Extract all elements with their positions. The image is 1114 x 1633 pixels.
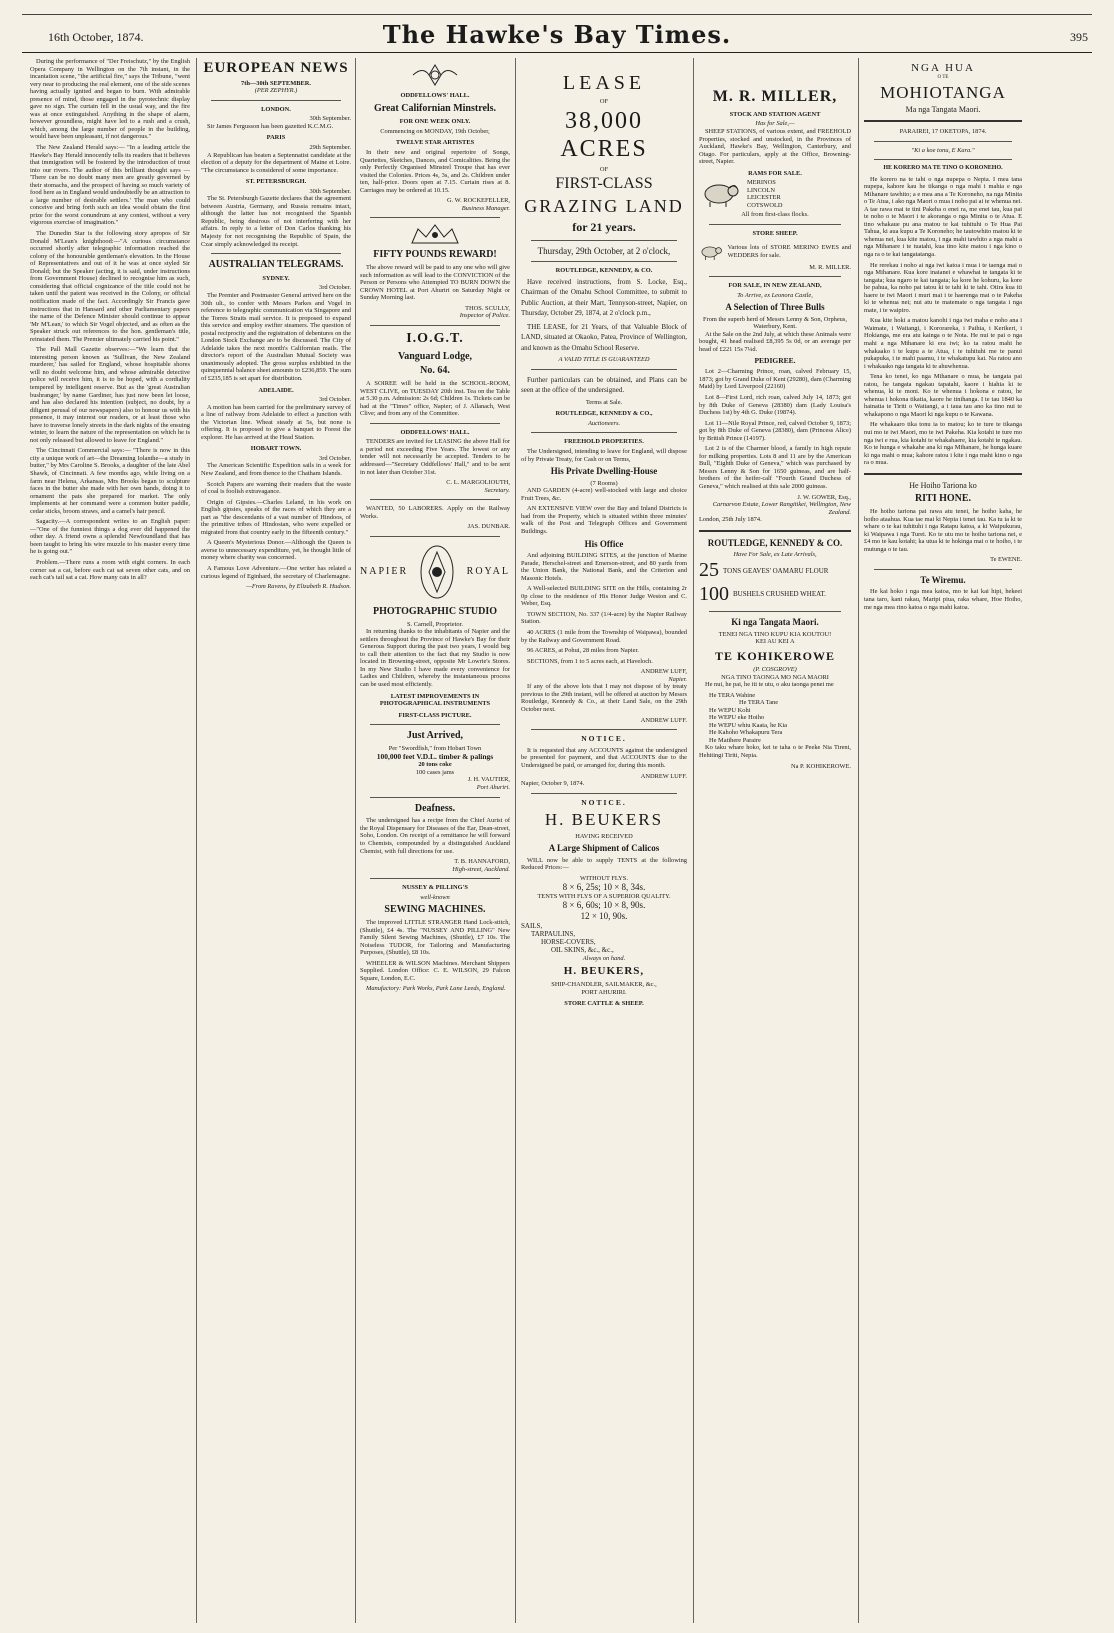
ad-body: It is requested that any ACCOUNTS against the undersigned be presented for payment, and that ACCOUNTS due to the Undersigned be paid, or arranged for, during this month. — [521, 746, 687, 769]
flour-quantity: 25 — [699, 558, 719, 581]
article-paragraph: Sir James Fergusson has been gazetted K.C.M.G. — [207, 122, 334, 130]
ad-line: A VALID TITLE IS GUARANTEED — [558, 356, 650, 364]
divider — [709, 276, 841, 277]
divider — [531, 369, 677, 370]
ad-title: FIRST-CLASS — [555, 175, 653, 193]
studio-word-right: ROYAL — [466, 565, 510, 577]
article-paragraph: Problem.—There runs a room with eight corners. In each corner sat a cat, before each cat sat seven other cats, and on each cat's tail sat a cat. How many cats in all? — [30, 559, 190, 582]
ad-body: Have received instructions, from S. Locke, Esq., Chairman of the Omahu School Committee, to submit to Public Auction, at their Mart, Tennyson-street, Napier, on Thursday, October 29, 1874, at 2 o'clock p.m., — [521, 277, 687, 318]
ad-dateline: Napier, October 9, 1874. — [521, 780, 585, 788]
ad-line: NGA TINO TAONGA MO NGA MAORI — [721, 673, 829, 681]
divider — [699, 530, 851, 532]
ad-body: WILL now be able to supply TENTS at the following Reduced Prices:— — [521, 856, 687, 872]
ad-line: TARPAULINS, — [531, 929, 576, 938]
ad-body: Various lots of STORE MERINO EWES and WEDDERS for sale. — [727, 243, 851, 259]
section-subheading: (PER ZEPHYR.) — [254, 87, 298, 95]
divider — [370, 423, 500, 424]
ad-subtitle: RAMS FOR SALE. — [748, 169, 802, 177]
studio-word-left: NAPIER — [360, 565, 409, 577]
ad-subtitle: His Office — [584, 538, 624, 549]
ad-line: HORSE-COVERS, — [541, 938, 596, 947]
ad-title: I.O.G.T. — [406, 330, 464, 346]
ad-body: The undersigned has a recipe from the Chief Aurist of the Royal Dispensary for Diseases of the Ear, Dean-street, Soho, London. On receipt of a remittance he will forward to Chemists, compounded by a distinguished Auckland Chemist, with full directions for use. — [360, 817, 510, 855]
royal-crest-icon — [408, 223, 462, 245]
ad-subtitle: No. 64. — [420, 365, 450, 377]
ad-title: RITI HONE. — [914, 493, 972, 505]
divider — [370, 878, 500, 879]
ram-breed-list — [747, 179, 783, 209]
ad-subtitle: FOR SALE, IN NEW ZEALAND, — [728, 282, 822, 290]
ad-signature-place: High-street, Auckland. — [452, 865, 510, 873]
ad-signature-place: Port Ahuriri. — [476, 784, 510, 792]
ad-signature: J. H. VAUTIER, — [467, 776, 510, 784]
divider — [531, 261, 677, 262]
ad-subtitle: for 21 years. — [572, 220, 636, 235]
column-maori-news — [864, 58, 1022, 1623]
article-paragraph: The Premier and Postmaster General arrived here on the 30th ult., to confer with Messrs Parkes and Vogel in reference to telegraphic communication via Singapore and the Torres Straits mail service. It is proposed to expand this service and employ swifter steamers. The question of postal reciprocity and the registration of debentures on the London Stock Exchange are to be discussed. The City of Adelaide takes the next month's Californian mails. The director's report of the Australian Mutual Society was unanimously adopted. The gross surplus exhibited in the quinquennial balance sheet amounts to £236,859. The sum of £235,185 is set apart for distribution. — [201, 291, 351, 382]
page-number: 395 — [1070, 30, 1088, 44]
store-sheep-block — [699, 240, 851, 264]
column-ads-3 — [699, 58, 851, 1623]
ad-title: Just Arrived, — [406, 730, 464, 742]
ad-body: WANTED, 50 LABORERS. Apply on the Railway Works. — [360, 505, 510, 520]
ad-line: All from first-class flocks. — [741, 211, 809, 219]
ad-title: H. BEUKERS — [544, 810, 664, 830]
dateline-place: HOBART TOWN. — [250, 445, 302, 453]
divider — [370, 325, 500, 326]
sheep-icon — [699, 240, 724, 264]
divider — [709, 611, 841, 612]
ad-title: Ki nga Tangata Maori. — [731, 617, 819, 628]
issue-date: 16th October, 1874. — [48, 30, 144, 44]
ad-subtitle: FREEHOLD PROPERTIES. — [564, 438, 644, 446]
wheat-quantity: 100 — [699, 582, 729, 605]
ad-line: Terms at Sale. — [585, 398, 623, 406]
ad-line: OF — [599, 165, 609, 173]
ad-subtitle: S. Carnell, Proprietor. — [407, 620, 463, 628]
flour-line — [699, 559, 851, 583]
section-heading: AUSTRALIAN TELEGRAMS. — [208, 259, 344, 271]
ad-line: SAILS, — [521, 921, 543, 930]
dateline-place: PARIS — [266, 134, 286, 142]
dateline-place: ST. PETERSBURGH. — [245, 178, 307, 186]
dateline-date: 30th September. — [309, 115, 351, 123]
article-paragraph: Scotch Papers are warning their readers that the waste of coal is foolish extravagance. — [201, 480, 351, 496]
ad-line: OF — [599, 97, 609, 105]
article-paragraph: Tena ko tenei, ko nga Mihanare o mua, he tangata pai ratou, he tangata ngakau tapatahi, kaore i hiahia ki te whenua, ki te moni. Ko te whenua i hokona e ratou, he whenua i hokona tikatia, kaore he tinihanga. I te tau 1840 ka hainatia te Tiriti o Waitangi, a i taua tau ano ka tino nui te whakapono o nga Maori ki nga kupu o te Kawana. — [864, 373, 1022, 418]
divider — [531, 793, 677, 794]
ad-signature: G. W. ROCKEFELLER, — [446, 197, 510, 205]
ad-body: 96 ACRES, at Pohui, 28 miles from Napier. — [527, 647, 639, 655]
ad-body: SECTIONS, from 1 to 5 acres each, at Haveloch. — [527, 657, 653, 665]
ram-breed: MERINOS — [747, 179, 776, 187]
ad-subtitle: FOR ONE WEEK ONLY. — [399, 118, 471, 126]
article-paragraph: A motion has been carried for the preliminary survey of a line of railway from Adelaide to effect a junction with the Victorian line. Wheat steady at 5s, but none is offering. It is proposed to give a banquet to Forest the explorer. He has arrived at the Head Station. — [201, 403, 351, 441]
ad-title: A Selection of Three Bulls — [725, 302, 825, 313]
ad-body: A Well-selected BUILDING SITE on the Hills, containing 2r 0p close to the residence of His Honor Judge Weston and C. Weber, Esq. — [521, 585, 687, 608]
ad-title: Te Wiremu. — [920, 574, 966, 585]
divider — [531, 432, 677, 433]
section-heading: NGA HUA — [911, 62, 975, 74]
ad-body: The above reward will be paid to any one who will give such information as will lead to the CONVICTION of the Person or Persons who Attempted TO BURN DOWN the CROWN HOTEL at Port Ahuriri on Saturday Night or Sunday Morning last. — [360, 264, 510, 302]
divider — [874, 159, 1012, 160]
column-ads-1 — [360, 58, 510, 1623]
ad-subtitle: His Private Dwelling-House — [550, 466, 658, 477]
article-paragraph: The New Zealand Herald says:— "In a leading article the Hawke's Bay Herald innocently tells its readers that it believes that immigration will be fostered by the introduction of trout into our rivers. The author of this brilliant thought says — 'There can be no doubt many men are greatly governed by their stomachs, and the prospect of having so much variety of food here as in England would undoubtedly be an attraction to a large number of desirable settlers.' The man who could conceive and bring forth such an idea would obtain the first prize for the worst conundrum at any contest, without a very vigorous exercise of imagination." — [30, 144, 190, 227]
ad-line: 8 × 6, 25s; 10 × 8, 34s. — [562, 882, 646, 893]
ad-signature: T. B. HANNAFORD, — [454, 858, 510, 866]
ad-body: WHEELER & WILSON Machines. Merchant Shippers Supplied. London Office: C. E. WILSON, 29 Falcon Square, London, E.C. — [360, 959, 510, 982]
ad-body: He hoiho tariona pai rawa atu tenei, he hoiho kaha, he hoiho ataahua. Kua tae mai ki Nepia i tenei tau. Ka tu ia ki te whare o te kai tuhituhi i nga Ratapu katoa, a ki Waipukurau, ki Waipawa i nga Turei. Ko te utu mo te hoiho tariona nei, e £4 mo te kau kotahi; ka utua ki te hokinga mai o te hoiho, i te mutunga o te tau. — [864, 507, 1022, 553]
section-motto: "Ki a koe tonu, E Kara." — [911, 146, 975, 154]
ad-subtitle: A Large Shipment of Calicos — [548, 843, 660, 854]
ad-signature: THOS. SCULLY, — [465, 304, 510, 312]
ad-title: Great Californian Minstrels. — [373, 102, 497, 114]
divider — [370, 499, 500, 500]
ad-line: Per "Swordfish," from Hobart Town — [388, 745, 482, 752]
ad-body: If any of the above lots that I may not dispose of by treaty previous to the 29th instant, will be offered at auction by Messrs Routledge, Kennedy & Co., at their Land Sale, on the 29th October next. — [521, 683, 687, 713]
ad-title: PHOTOGRAPHIC STUDIO — [373, 605, 497, 617]
ad-subtitle: PEDIGREE. — [754, 355, 796, 365]
divider — [531, 240, 677, 241]
ad-subtitle: He Hoiho Tariona ko — [909, 480, 977, 490]
studio-crest-icon — [417, 542, 457, 602]
list-item: He Matihere Paraire — [709, 736, 761, 744]
ad-line: SHIP-CHANDLER, SAILMAKER, &c., — [551, 981, 657, 989]
dateline-place: SYDNEY. — [262, 274, 290, 282]
ad-signature-place: Napier. — [668, 675, 687, 683]
ad-subtitle: LATEST IMPROVEMENTS IN PHOTOGRAPHICAL INSTRUMENTS — [379, 692, 491, 708]
ad-subtitle: STORE SHEEP. — [752, 229, 798, 237]
ad-signature: J. W. GOWER, Esq., — [797, 493, 851, 501]
article-paragraph: The St. Petersburgh Gazette declares that the agreement between Austria, Germany, and Russia remains intact, although the latter has not recognised the Spanish Republic, being desirous of not interfering with her affairs. In reply to a letter of Don Carlos thanking his Majesty for not recognising the Republic of Spain, the Czar simply acknowledged its receipt. — [201, 195, 351, 248]
divider — [370, 797, 500, 798]
ad-line: Have For Sale, ex Late Arrivals, — [733, 551, 817, 559]
article-paragraph: Sagacity.—A correspondent writes to an English paper:—"One of the funniest things a dog ever did happened the other day. A friend owns a splendid Newfoundland that has been taught to bring his wire muzzle to his master every time he is going out." — [30, 518, 190, 556]
ad-signature: JAS. DUNBAR. — [467, 523, 510, 531]
ad-title: STORE CATTLE & SHEEP. — [564, 1000, 644, 1008]
article-paragraph: Origin of Gipsies.—Charles Leland, in his work on English gipsies, speaks of the races of which they are a part as "the descendants of a vast number of Hindoos, of the primitive tribes of Hindostan, who were expelled or migrated from that country early in the fifteenth century." — [201, 498, 351, 536]
ad-body: And adjoining BUILDING SITES, at the junction of Marine Parade, Herschel-street and Emerson-street, and 80 yards from the Union Bank, the National Bank, and the Criterion and Masonic Hotels. — [521, 552, 687, 582]
ad-signature: ANDREW LUFF, — [640, 668, 687, 676]
ram-breed: LINCOLN — [747, 186, 776, 194]
ad-signature: Te EWENE. — [990, 556, 1022, 564]
divider — [211, 253, 341, 254]
column-news-1 — [30, 58, 190, 1623]
article-credit: —From Ravens, by Elizabeth R. Hudson. — [246, 583, 351, 591]
ad-signature-role: Secretary. — [484, 486, 510, 494]
ad-line: TENTS WITH FLYS OF A SUPERIOR QUALITY. — [537, 892, 671, 900]
ad-signature: ANDREW LUFF. — [640, 772, 687, 780]
ad-venue: ODDFELLOWS' HALL. — [400, 92, 470, 99]
ram-breed: COTSWOLD — [747, 201, 783, 209]
dateline-date: 3rd October. — [319, 454, 351, 462]
dateline-date: 30th September. — [309, 187, 351, 195]
section-title: MOHIOTANGA — [880, 82, 1006, 102]
article-paragraph: The Dunedin Star is the following story apropos of Sir Donald M'Lean's knighthood:—"A curious circumstance occurred shortly after telegraphic information reached the colony of the honourable gentleman's elevation. In the House of Representatives and out of it he was at once styled Sir Donald; but the Speaker (acting, it is said, under instructions from Government House) declined to recognise him as such, considering that official cognizance of the title could not be taken until the patent was received in the Colony, or official notification made of the fact. Accordingly Sir Francis gave instructions that in Hansard and other Parliamentary papers the name of the Defence Minister should continue to appear 'Mr M'Lean,' to which Sir Vogel objected, and as often as the Speaker struck out references to the hon. gentleman's title, reinstated them. The Premier ultimately carried his point." — [30, 230, 190, 343]
ad-line: Commencing on MONDAY, 19th October, — [380, 127, 490, 135]
ad-subtitle: TWELVE STAR ARTISTES — [395, 139, 475, 147]
ad-signature: H. BEUKERS, — [563, 965, 645, 978]
ad-title: FIFTY POUNDS REWARD! — [373, 249, 497, 261]
ad-body: He nui, he pai, he iti te utu, o aku taonga penei me — [705, 681, 834, 689]
article-paragraph: He whakaaro tika tonu ia to matou; ko te ture te tikanga nui mo te iwi Maori, mo te iwi Pakeha. Kia kotahi te ture mo nga iwi e rua, kia kotahi te whakahaere, kia kotahi te ngakau. Ko te hunga e whakahe ana ki nga Mihanare, he hunga kuare ki nga mahi o mua; kahore ratou i kite i nga mahi kino o nga ra o mua. — [864, 421, 1022, 467]
ad-line: 20 tons coke — [418, 761, 452, 769]
ad-firm: ROUTLEDGE, KENNEDY, & CO. — [555, 267, 653, 275]
ad-line: (7 Rooms) — [590, 479, 618, 487]
ad-line: 100 cases jams — [415, 768, 455, 776]
wheat-description: BUSHELS CRUSHED WHEAT. — [733, 590, 826, 599]
ad-body: SHEEP STATIONS, of various extent, and FREEHOLD Properties, stocked and unstocked, in the Provinces of Auckland, Hawke's Bay, Wellington, Canterbury, and Otago. For particulars, apply at the Office, Browning-street, Napier. — [699, 127, 851, 166]
ad-body: Lot 2—Charming Prince, roan, calved February 15, 1873; got by Grand Duke of Kent (29280), dam (Charming Maid) by Lord Liverpool (22160) — [699, 368, 851, 391]
ad-body: Lot 8—First Lord, rich roan, calved July 14, 1873; got by 8th Duke of Geneva (28380) dam (Lady Louisa's Duchess 1st) by 4th G. Duke (19874). — [699, 394, 851, 417]
ad-signature-role: Inspector of Police. — [459, 312, 510, 320]
list-item: He WEPU Kohi — [709, 706, 751, 714]
ad-body: TOWN SECTION, No. 337 (1/4-acre) by the Napier Railway Station. — [521, 610, 687, 626]
oddfellows-emblem-icon — [405, 62, 465, 88]
divider — [370, 536, 500, 537]
ad-body: Manufactory: Park Works, Park Lane Leeds, England. — [366, 985, 506, 993]
section-heading: EUROPEAN NEWS — [203, 60, 349, 76]
ad-line: Thursday, 29th October, at 2 o'clock, — [537, 245, 671, 256]
ad-line: TENEI NGA TINO KUPU KIA KOUTOU! — [718, 630, 832, 638]
ad-signature-place: Carnarvon Estate, Lower Rangitikei, Wellington, New Zealand. — [712, 501, 851, 516]
article-paragraph: The Pall Mall Gazette observes:—"We learn that the interesting person known as 'Sullivan, the New Zealand murderer,' has sailed for England, whose hospitable shores will no doubt welcome him, and whose admirable detective police will receive him, it is to be hoped, with a cordiality tempered by intelligent reserve. But as the 'great Australian bushranger,' by name Gardiner, has just now been let loose, and has also declared his intention (subject, no doubt, by a diligent perusal of our newspapers) also to honour us with his presence, it may interest our readers, or at least those who have to traverse lonely streets in the dark nights of the ensuing winter, to learn the nature of the representation on which he is not only released but allowed to leave for England." — [30, 346, 190, 444]
divider — [864, 120, 1022, 122]
ad-line: To Arrive, ex Leonora Castle, — [737, 291, 813, 299]
divider — [874, 569, 1012, 570]
divider — [531, 729, 677, 730]
ad-line: 12 × 10, 90s. — [580, 911, 628, 922]
ad-firm: ROUTLEDGE, KENNEDY & CO., — [555, 410, 653, 418]
dateline-place: LONDON. — [261, 105, 291, 113]
ad-body: The improved LITTLE STRANGER Hand Lock-stitch, (Shuttle), £4 4s. The "NUSSEY AND PILLING" New Family Silent Sewing Machines, (Shuttle), £7 10s. The Noiseless TUDOR, for Tailoring and Manufacturing Purposes, (Shuttle), £8 10s. — [360, 919, 510, 957]
column-rule — [355, 58, 356, 1623]
ad-signature-role: Business Manager. — [461, 204, 510, 212]
ad-subtitle: STOCK AND STATION AGENT — [729, 110, 821, 118]
column-rule — [693, 58, 694, 1623]
ad-title: GRAZING LAND — [524, 196, 684, 217]
ad-line: PORT AHURIRI. — [581, 988, 627, 996]
column-ads-2 — [521, 58, 687, 1623]
ad-body: Further particulars can be obtained, and Plans can be seen at the office of the undersigned. — [521, 375, 687, 395]
ad-line: Auctioneers. — [587, 419, 621, 427]
ad-body: THE LEASE, for 21 Years, of that Valuable Block of LAND, situated at Okaoko, Patea, Province of Wellington, and known as the Omahu School Reserve. — [521, 322, 687, 352]
ad-line: Has for Sale,— — [755, 120, 795, 128]
newspaper-title: The Hawke's Bay Times. — [382, 20, 732, 49]
ad-body: AND GARDEN (4-acre) well-stocked with large and choice Fruit Trees, &c. — [521, 487, 687, 502]
ad-line: Always on hand. — [582, 954, 626, 962]
section-subtitle: Ma nga Tangata Maori. — [905, 104, 981, 114]
ad-body: He kai hoko i nga mea katoa, mo te kai kai hipi, hekeei tana taro, kani rakau, Maripi piua, raka whare, Hoe Hoiho, me nga mea rino katoa o nga mahi katoa. — [864, 588, 1022, 611]
article-paragraph: Kua kite hoki a matou kanohi i nga iwi maha e noho ana i Waimate, i Waitangi, i Kororareka, i Paihia, i Kerikeri, i Hokianga, me era atu kainga o te Nota. He nui te pai o nga mahi a nga Mihanare ki era iwi; ko ta ratou mahi he whakaako i te kupu a te Atua, i te tuhituhi me te panui pukapuka, i te mahi paamu, i te whakatupu kai. Na ratou ano i whakaako nga tangata ki te ahuwhenua. — [864, 317, 1022, 370]
article-paragraph: He korero na te tahi o nga nupepa o Nepia. I mea tana nupepa, kahore kau he tikanga o nga mahi i mahia e nga Mihanare tawhito; a e mea ana a Te Koroneho, na nga Minita o Te Atua, i ako nga Maori o mua i noho pai ai te whenua nei. A tae rawa mai te tini Pakeha o enei ra, me enei tau, kua pai te noho o te Maori i te akoranga o nga Minita o te Atua. E tino whakaue pu ana matou te kai tuhituhi o Te Hua Pai Tahua, ki aua kupu a Te Koroneho; he tautowhito matou ki te whenua nei, kua kite matou, i nga mahi tawhito a nga mahi a nga Mihanare i te tuatahi, kua tino kite matou i nga kino o nga ra o te kai tangatatanga. — [864, 175, 1022, 258]
article-paragraph: A Famous Love Adventure.—One writer has related a curious legend of Eginhard, the secretary of Charlemagne. — [201, 565, 351, 580]
ad-title: M. R. MILLER, — [712, 88, 838, 105]
ad-line: KEI AU KEI A — [755, 638, 795, 646]
article-paragraph: He rerekau i noho ai nga iwi katoa i mua i te taenga mai o nga Mihanare. Kua kore inaianei e whawhai te tangata ki te tangata; kua ngaro te kai tangata; ka kore he kohuru, ka kore he pahua, ka noho pai tatou ki te tahi ki te tahi. Otira kua iti haere te iwi Maori i muri mai i te haerenga mai o te Pakeha ki te whenua nei; nui atu te matemate o nga tangata i nga mate, i te waipiro. — [864, 261, 1022, 314]
ad-signature: Na P. KOHIKEROWE. — [791, 762, 851, 770]
list-item: He TERA Wahine — [709, 691, 756, 699]
ad-body: AN EXTENSIVE VIEW over the Bay and Inland Districts is had from the Property, which is situated within three minutes' walk of the Post and Telegraph Offices and Government Buildings. — [521, 505, 687, 535]
divider — [874, 141, 1012, 142]
article-paragraph: A Republican has beaten a Septennatist candidate at the election of a deputy for the department of Maine et Loire. "The circumstance is considered of some importance. — [201, 151, 351, 174]
list-item: He TERA Tane — [739, 699, 779, 707]
ad-body: In returning thanks to the inhabitants of Napier and the settlers throughout the Province of Hawke's Bay for their Generous Support during the past two years, I would beg to call their attention to the fact that my Studio is now located in Browning-street, opposite Mr Lowrie's Stores. In my New Studio I have made every convenience for Ladies and Children, whereby the instantaneous process can be used most efficiently. — [360, 628, 510, 689]
ad-body: Lot 11—Nile Royal Prince, red, calved October 9, 1873; got by 8th Duke of Geneva (28380), dam (Princess Alice) by British Prince (14197). — [699, 419, 851, 442]
masthead-top-rule — [22, 14, 1092, 15]
ad-body: Ko taku whare hoko, kei te taha o te Peeke Nia Tireni, Hehitingi Tiriti, Nepia. — [699, 744, 851, 759]
ad-title: SEWING MACHINES. — [384, 904, 486, 916]
column-rule — [858, 58, 859, 1623]
dateline-date: 3rd October. — [319, 284, 351, 292]
article-paragraph: The Cincinnati Commercial says:— "There is now in this city a unique work of art—the Dreaming Iolanthe—a study in butter," by Mrs Caroline S. Brooks, a daughter of the late Abel Shawk, of Cincinnati. A few months ago, while living on a farm near Helena, Arkansas, Mrs Brooks began to sculpture faces in the butter she made with her own hands, doing it to ornament the pats she prepared for market. The only implements at her command were a common butter paddle, cedar sticks, broom straws, and a camel's hair pencil. — [30, 447, 190, 515]
ad-dateline: London, 25th July 1874. — [699, 516, 762, 524]
article-paragraph: The American Scientific Expedition sails in a week for New Zealand, and from thence to the Chatham Islands. — [201, 462, 351, 477]
ad-title: TE KOHIKEROWE — [714, 648, 836, 663]
ad-firm: ROUTLEDGE, KENNEDY & CO. — [707, 537, 843, 548]
ad-line: OIL SKINS, &c., &c., — [551, 946, 614, 955]
ad-subtitle: Vanguard Lodge, — [397, 350, 473, 362]
ad-line: HAVING RECEIVED — [575, 832, 633, 840]
ram-icon — [699, 180, 741, 208]
list-item: He WEPU eke Hoiho — [709, 714, 765, 722]
studio-header — [360, 542, 510, 602]
ad-title: NOTICE. — [581, 797, 627, 807]
dateline-date: 29th September. — [309, 143, 351, 151]
ad-line: WITHOUT FLYS. — [580, 874, 628, 882]
ad-subtitle: FIRST-CLASS PICTURE. — [398, 711, 472, 719]
section-dateline: PARAIREI, 17 OKETOPA, 1874. — [899, 128, 987, 136]
ad-line: From the superb herd of Messrs Lenny & Son, Orpheus, Waterbury, Kent. — [703, 315, 847, 331]
divider — [211, 100, 341, 101]
ad-signature: M. R. MILLER. — [809, 263, 851, 271]
ad-line: 100,000 feet V.D.L. timber & palings — [376, 751, 494, 761]
ad-signature: ANDREW LUFF. — [640, 716, 687, 724]
ad-title: Deafness. — [414, 802, 456, 814]
article-heading: HE KORERO MA TE TINO O KORONEHO. — [883, 165, 1003, 172]
ad-title: NOTICE. — [581, 734, 627, 744]
article-paragraph: During the performance of "Der Freischutz," by the English Opera Company in Wellington on the 7th instant, in the incantation scene, "the artificial fire," says the Tribune, "went very near to producing the real element, one of the side scenes having actually ignited and began to burn. With admirable presence of mind, those engaged in the pyrotechnic display gave no sign. The curtain fell in the usual way, and the fire was at once extinguished. Anything in the shape of alarm, however groundless, might have led to a rush and a crush, which, among the large number of people in the building, would have been unpleasant, if not dangerous." — [30, 58, 190, 141]
ad-title: LEASE — [562, 72, 646, 94]
dateline-place: ADELAIDE. — [258, 386, 294, 394]
ad-body: Lot 2 is of the Charmer blood, a family in high repute for milking properties. Lots 8 and 11 are by the American Bull, "Eighth Duke of Geneva," which was purchased by Messrs Lenny & Son for 1650 guineas, and are half-brothers of the heifer-calf "Fourth Grand Duchess of Geneva," which realised at this sale 2000 guineas. — [699, 445, 851, 491]
ad-body: A SOIREE will be held in the SCHOOL-ROOM, WEST CLIVE, on TUESDAY 20th inst. Tea on the Table at 5.30 p.m. Admission: 2s 6d; Children 1s. Tickets can be had at the "Times" office, Napier; of J. Allanach, West Clive; and from any of the Committee. — [360, 380, 510, 418]
divider — [370, 217, 500, 218]
section-heading: O TE — [937, 74, 949, 80]
ad-title: 38,000 ACRES — [560, 108, 648, 163]
ad-line: well-known — [420, 893, 450, 901]
list-item: He Kahoho Whakapuru Tera — [709, 729, 783, 737]
ad-line: (P. COSGROVE) — [753, 665, 797, 673]
column-rule — [515, 58, 516, 1623]
article-paragraph: A Queen's Mysterious Donor.—Although the Queen is averse to unnecessary expenditure, yet, he thought little of money where charity was concerned. — [201, 539, 351, 562]
ad-body: At the Sale on the 2nd July, at which these Animals were bought, 41 head realised £8,395 5s 0d, or an average per head of £221 15s 7¼d. — [699, 330, 851, 353]
item-list — [699, 692, 851, 745]
ad-body: In their new and original repertoire of Songs, Quartettes, Sketches, Dances, and Comicalities. Being the only Perfectly Organised Minstrel Troupe that has ever visited the Colonies. Prices 4s, 3s, and 2s. Children under ten, half-price. Doors open at 7.15. Curtain rises at 8. Carriages may be ordered at 10.15. — [360, 148, 510, 194]
ad-signature: C. L. MARGOLIOUTH, — [446, 479, 510, 487]
column-rule — [196, 58, 197, 1623]
flour-description: TONS GEAVES' OAMARU FLOUR — [723, 566, 829, 575]
ad-line: 8 × 6, 60s; 10 × 8, 90s. — [562, 900, 646, 911]
dateline-date: 3rd October. — [319, 396, 351, 404]
divider — [864, 473, 1022, 475]
divider — [370, 724, 500, 725]
rams-block — [699, 179, 851, 209]
ad-body: The Undersigned, intending to leave for England, will dispose of by Private Treaty, for Cash or on Terms, — [521, 447, 687, 463]
ram-breed: LEICESTER — [747, 194, 781, 202]
masthead — [22, 18, 1092, 53]
wheat-line — [699, 583, 851, 607]
ad-body: TENDERS are invited for LEASING the above Hall for a period not exceeding Five Years. The lowest or any tender will not necessarily be accepted. Tenders to be addressed—"Secretary Oddfellows' Hall," and to be sent in not later than October 31st. — [360, 438, 510, 476]
divider — [709, 224, 841, 225]
ad-body: 40 ACRES (1 mile from the Township of Waipawa), bounded by the Railway and Government Road. — [521, 629, 687, 644]
list-item: He WEPU whiu Kaata, he Kia — [709, 721, 787, 729]
column-news-2 — [201, 58, 351, 1623]
ad-venue: ODDFELLOWS' HALL. — [400, 428, 470, 436]
section-subheading: 7th—30th SEPTEMBER. — [241, 79, 311, 87]
ad-subtitle: NUSSEY & PILLING'S — [402, 884, 468, 892]
